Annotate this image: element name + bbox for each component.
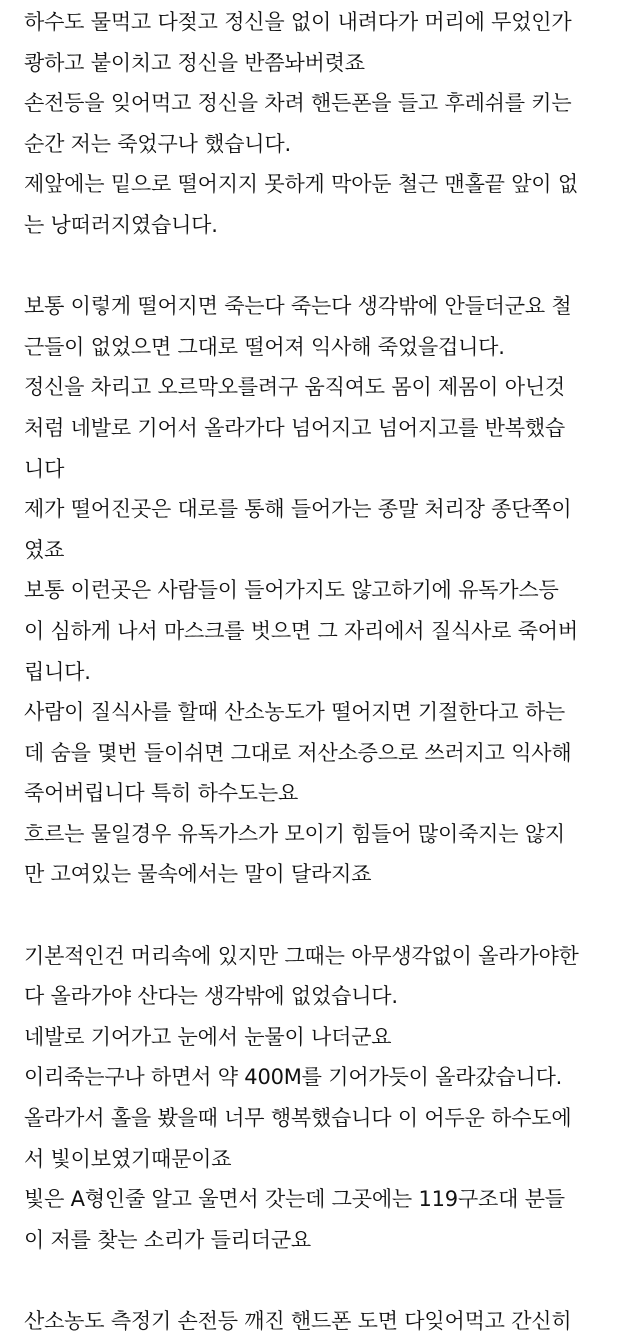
paragraph-break bbox=[24, 1260, 618, 1301]
text-line: 데 숨을 몇번 들이쉬면 그대로 저산소증으로 쓰러지고 익사해 bbox=[24, 740, 572, 765]
text-line: 올라가서 홀을 봤을때 너무 행복했습니다 이 어두운 하수도에 bbox=[24, 1106, 572, 1131]
text-line: 니다 bbox=[24, 456, 65, 481]
text-line: 산소농도 측정기 손전등 깨진 핸드폰 도면 다잊어먹고 간신히 bbox=[24, 1309, 572, 1333]
text-line: 근들이 없었으면 그대로 떨어져 익사해 죽었을겁니다. bbox=[24, 334, 505, 359]
text-line: 하수도 물먹고 다젖고 정신을 없이 내려다가 머리에 무었인가 bbox=[24, 10, 572, 34]
text-line: 정신을 차리고 오르막오를려구 움직여도 몸이 제몸이 아닌것 bbox=[24, 375, 565, 400]
text-line: 다 올라가야 산다는 생각밖에 없었습니다. bbox=[24, 984, 398, 1009]
paragraph-break bbox=[24, 895, 618, 936]
text-line: 흐르는 물일경우 유독가스가 모이기 힘들어 많이죽지는 않지 bbox=[24, 821, 565, 846]
paragraph-break bbox=[24, 246, 618, 287]
text-line: 보통 이렇게 떨어지면 죽는다 죽는다 생각밖에 안들더군요 철 bbox=[24, 294, 572, 319]
text-line: 사람이 질식사를 할때 산소농도가 떨어지면 기절한다고 하는 bbox=[24, 700, 565, 725]
text-line: 순간 저는 죽었구나 했습니다. bbox=[24, 131, 291, 156]
text-line: 이 심하게 나서 마스크를 벗으면 그 자리에서 질식사로 죽어버 bbox=[24, 618, 578, 643]
text-line: 였죠 bbox=[24, 537, 65, 562]
text-line: 는 낭떠러지였습니다. bbox=[24, 212, 218, 237]
text-line: 제가 떨어진곳은 대로를 통해 들어가는 종말 처리장 종단쪽이 bbox=[24, 497, 572, 522]
text-line: 죽어버립니다 특히 하수도는요 bbox=[24, 781, 299, 806]
text-line: 서 빛이보였기때문이죠 bbox=[24, 1146, 232, 1171]
text-line: 보통 이런곳은 사람들이 들어가지도 않고하기에 유독가스등 bbox=[24, 578, 559, 603]
text-line: 처럼 네발로 기어서 올라가다 넘어지고 넘어지고를 반복했습 bbox=[24, 415, 565, 440]
text-line: 만 고여있는 물속에서는 말이 달라지죠 bbox=[24, 862, 372, 887]
text-line: 네발로 기어가고 눈에서 눈물이 나더군요 bbox=[24, 1024, 392, 1049]
text-line: 기본적인건 머리속에 있지만 그때는 아무생각없이 올라가야한 bbox=[24, 943, 579, 968]
text-line: 제앞에는 밑으로 떨어지지 못하게 막아둔 철근 맨홀끝 앞이 없 bbox=[24, 172, 578, 197]
text-line: 빛은 A형인줄 알고 울면서 갓는데 그곳에는 119구조대 분들 bbox=[24, 1187, 565, 1212]
text-line: 이리죽는구나 하면서 약 400M를 기어가듯이 올라갔습니다. bbox=[24, 1065, 563, 1090]
text-line: 손전등을 잊어먹고 정신을 차려 핸든폰을 들고 후레쉬를 키는 bbox=[24, 91, 572, 116]
text-line: 립니다. bbox=[24, 659, 91, 684]
text-line: 쾅하고 붙이치고 정신을 반쯤놔버렷죠 bbox=[24, 50, 365, 75]
text-line: 이 저를 찾는 소리가 들리더군요 bbox=[24, 1227, 312, 1252]
